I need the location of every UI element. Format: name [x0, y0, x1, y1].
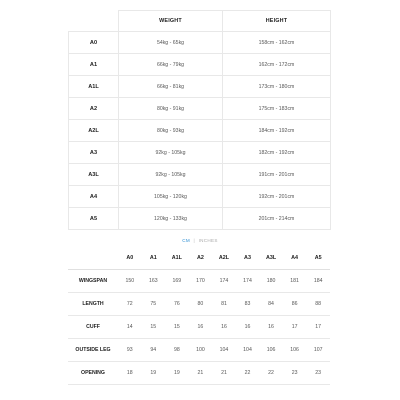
table-row — [69, 76, 331, 98]
unit-inches-toggle[interactable]: INCHES — [198, 238, 218, 243]
size-column-header: A1 — [142, 248, 166, 269]
height-range: 192cm - 201cm — [223, 186, 331, 208]
measurement-value: 17 — [306, 315, 330, 338]
table-row — [69, 208, 331, 230]
measurement-value: 14 — [118, 315, 142, 338]
header-blank-cell — [69, 11, 119, 32]
measurement-value: 88 — [306, 292, 330, 315]
unit-toggle — [0, 238, 400, 243]
measurement-value: 98 — [165, 339, 189, 362]
height-range: 173cm - 180cm — [223, 76, 331, 98]
size-column-header: A1L — [165, 248, 189, 269]
measurement-value: 174 — [236, 269, 260, 292]
size-column-header: A3L — [259, 248, 283, 269]
unit-separator: | — [193, 238, 196, 243]
measurement-value: 184 — [306, 269, 330, 292]
measurement-value: 16 — [259, 315, 283, 338]
measurement-label: LENGTH — [68, 292, 118, 315]
measurement-value: 23 — [306, 362, 330, 385]
size-column-header: A2L — [212, 248, 236, 269]
table-row — [68, 339, 330, 362]
measurement-value: 180 — [259, 269, 283, 292]
table-row — [69, 98, 331, 120]
weight-range: 66kg - 79kg — [119, 54, 223, 76]
measurement-value: 174 — [212, 269, 236, 292]
table-row — [68, 269, 330, 292]
table-row — [68, 362, 330, 385]
size-column-header: A5 — [306, 248, 330, 269]
weight-range: 80kg - 91kg — [119, 98, 223, 120]
measurement-value: 19 — [165, 362, 189, 385]
measurement-value: 86 — [283, 292, 307, 315]
measurement-value: 75 — [142, 292, 166, 315]
size-label: A4 — [69, 186, 119, 208]
height-range: 158cm - 162cm — [223, 32, 331, 54]
height-range: 175cm - 183cm — [223, 98, 331, 120]
measurement-value: 22 — [236, 362, 260, 385]
measurement-value: 80 — [189, 292, 213, 315]
height-range: 162cm - 172cm — [223, 54, 331, 76]
measurement-value: 181 — [283, 269, 307, 292]
measurement-value: 163 — [142, 269, 166, 292]
table-row — [69, 120, 331, 142]
size-column-header: A0 — [118, 248, 142, 269]
size-column-header: A2 — [189, 248, 213, 269]
table-header-row — [68, 248, 330, 269]
measurement-label: OPENING — [68, 362, 118, 385]
table-row — [69, 186, 331, 208]
weight-range: 105kg - 120kg — [119, 186, 223, 208]
measurement-value: 22 — [259, 362, 283, 385]
weight-range: 92kg - 105kg — [119, 142, 223, 164]
measurement-label: OUTSIDE LEG — [68, 339, 118, 362]
size-label: A2L — [69, 120, 119, 142]
table-row — [68, 292, 330, 315]
height-range: 201cm - 214cm — [223, 208, 331, 230]
weight-range: 66kg - 81kg — [119, 76, 223, 98]
measurement-value: 83 — [236, 292, 260, 315]
measurement-value: 81 — [212, 292, 236, 315]
measurement-value: 94 — [142, 339, 166, 362]
weight-range: 92kg - 105kg — [119, 164, 223, 186]
size-label: A3 — [69, 142, 119, 164]
measurement-value: 106 — [283, 339, 307, 362]
unit-cm-toggle[interactable]: CM — [182, 238, 190, 243]
height-range: 182cm - 192cm — [223, 142, 331, 164]
size-label: A0 — [69, 32, 119, 54]
measurement-value: 21 — [212, 362, 236, 385]
header-blank-cell — [68, 248, 118, 269]
measurement-value: 169 — [165, 269, 189, 292]
size-label: A1L — [69, 76, 119, 98]
size-label: A2 — [69, 98, 119, 120]
table-row — [69, 32, 331, 54]
measurement-value: 170 — [189, 269, 213, 292]
size-label: A1 — [69, 54, 119, 76]
measurement-value: 84 — [259, 292, 283, 315]
measurement-value: 106 — [259, 339, 283, 362]
measurement-value: 16 — [212, 315, 236, 338]
size-label: A5 — [69, 208, 119, 230]
measurement-label: WINGSPAN — [68, 269, 118, 292]
measurement-value: 76 — [165, 292, 189, 315]
height-range: 191cm - 201cm — [223, 164, 331, 186]
measurement-value: 150 — [118, 269, 142, 292]
measurement-value: 16 — [189, 315, 213, 338]
measurement-value: 23 — [283, 362, 307, 385]
garment-measurements-table — [68, 248, 330, 385]
measurement-value: 104 — [236, 339, 260, 362]
measurement-value: 18 — [118, 362, 142, 385]
size-column-header: A4 — [283, 248, 307, 269]
measurement-value: 104 — [212, 339, 236, 362]
measurement-value: 19 — [142, 362, 166, 385]
measurement-label: CUFF — [68, 315, 118, 338]
table-row — [69, 142, 331, 164]
measurement-value: 16 — [236, 315, 260, 338]
size-weight-height-table — [68, 10, 331, 230]
measurement-value: 107 — [306, 339, 330, 362]
table-row — [69, 164, 331, 186]
measurement-value: 100 — [189, 339, 213, 362]
measurement-value: 15 — [165, 315, 189, 338]
table-row — [68, 315, 330, 338]
measurement-value: 17 — [283, 315, 307, 338]
table-row — [69, 54, 331, 76]
measurement-value: 15 — [142, 315, 166, 338]
table-header-row — [69, 11, 331, 32]
weight-range: 80kg - 93kg — [119, 120, 223, 142]
weight-range: 54kg - 65kg — [119, 32, 223, 54]
size-label: A3L — [69, 164, 119, 186]
height-header: HEIGHT — [223, 11, 331, 32]
weight-range: 120kg - 133kg — [119, 208, 223, 230]
height-range: 184cm - 192cm — [223, 120, 331, 142]
measurement-value: 72 — [118, 292, 142, 315]
measurement-value: 93 — [118, 339, 142, 362]
measurement-value: 21 — [189, 362, 213, 385]
weight-header: WEIGHT — [119, 11, 223, 32]
size-column-header: A3 — [236, 248, 260, 269]
